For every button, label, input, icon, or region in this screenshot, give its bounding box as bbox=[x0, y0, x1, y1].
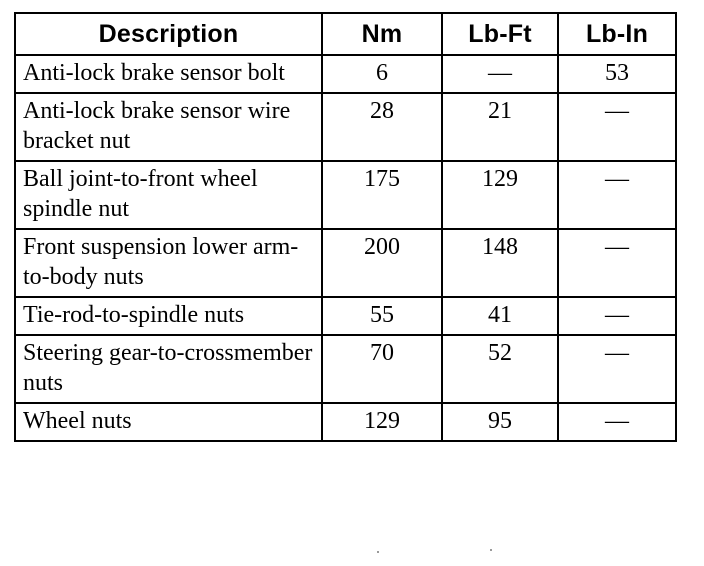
cell-description: Tie-rod-to-spindle nuts bbox=[15, 297, 322, 335]
table-row bbox=[15, 229, 676, 297]
table-body bbox=[15, 55, 676, 441]
header-lb-in: Lb-In bbox=[558, 13, 676, 55]
cell-lb-ft: 21 bbox=[442, 93, 558, 161]
cell-nm: 28 bbox=[322, 93, 442, 161]
table-row bbox=[15, 335, 676, 403]
table-header bbox=[15, 13, 676, 55]
cell-lb-in: — bbox=[558, 403, 676, 441]
scan-speck bbox=[377, 551, 379, 553]
cell-description: Ball joint-to-front wheel spindle nut bbox=[15, 161, 322, 229]
torque-spec-table bbox=[14, 12, 677, 442]
header-description: Description bbox=[15, 13, 322, 55]
header-nm: Nm bbox=[322, 13, 442, 55]
header-row bbox=[15, 13, 676, 55]
table-row bbox=[15, 93, 676, 161]
header-lb-ft: Lb-Ft bbox=[442, 13, 558, 55]
cell-description: Wheel nuts bbox=[15, 403, 322, 441]
table-row bbox=[15, 161, 676, 229]
cell-lb-ft: 148 bbox=[442, 229, 558, 297]
cell-lb-in: — bbox=[558, 297, 676, 335]
table-row bbox=[15, 55, 676, 93]
cell-lb-ft: — bbox=[442, 55, 558, 93]
cell-lb-in: — bbox=[558, 229, 676, 297]
cell-description: Anti-lock brake sensor bolt bbox=[15, 55, 322, 93]
cell-lb-ft: 41 bbox=[442, 297, 558, 335]
cell-description: Anti-lock brake sensor wire bracket nut bbox=[15, 93, 322, 161]
cell-nm: 55 bbox=[322, 297, 442, 335]
cell-nm: 70 bbox=[322, 335, 442, 403]
cell-nm: 129 bbox=[322, 403, 442, 441]
table-row bbox=[15, 403, 676, 441]
cell-description: Steering gear-to-crossmember nuts bbox=[15, 335, 322, 403]
cell-nm: 6 bbox=[322, 55, 442, 93]
scan-speck bbox=[490, 549, 492, 551]
cell-lb-in: — bbox=[558, 161, 676, 229]
cell-lb-in: — bbox=[558, 93, 676, 161]
cell-lb-ft: 95 bbox=[442, 403, 558, 441]
cell-nm: 200 bbox=[322, 229, 442, 297]
cell-lb-in: — bbox=[558, 335, 676, 403]
cell-lb-ft: 52 bbox=[442, 335, 558, 403]
cell-lb-ft: 129 bbox=[442, 161, 558, 229]
cell-nm: 175 bbox=[322, 161, 442, 229]
cell-description: Front suspension lower arm-to-body nuts bbox=[15, 229, 322, 297]
cell-lb-in: 53 bbox=[558, 55, 676, 93]
table-row bbox=[15, 297, 676, 335]
